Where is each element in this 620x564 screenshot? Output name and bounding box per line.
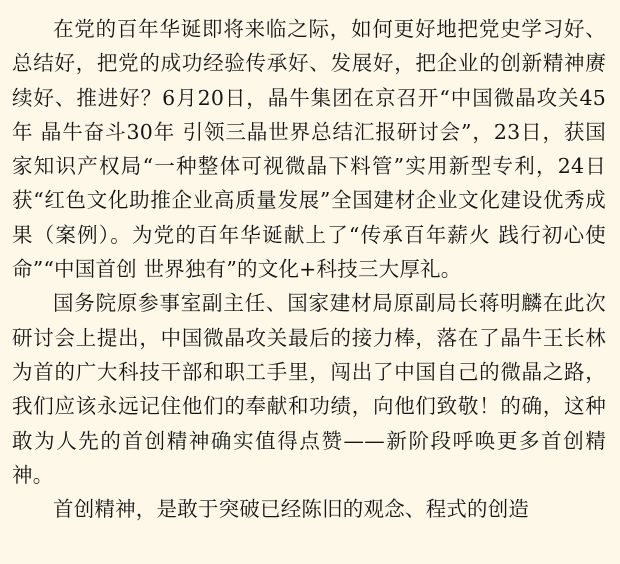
paragraph-3: 首创精神，是敢于突破已经陈旧的观念、程式的创造 xyxy=(53,497,530,522)
paragraph-1: 在党的百年华诞即将来临之际，如何更好地把党史学习好、总结好，把党的成功经验传承好、发展好，把企业的创新精神赓续好、推进好？6月20日，晶牛集团在京召开“中国微晶攻关45年 晶牛奋斗30年 引领三晶世界总结汇报研讨会”，23日，获国家知识产权局“一种整体可视微晶下料管”实用新型专利，24日获“红色文化助推企业高质量发展”全国建材企业文化建设优秀成果（案例）。为党的百年华诞献上了“传承百年薪火 践行初心使命”“中国首创 世界独有”的文化+科技三大厚礼。 xyxy=(12,17,606,282)
paragraph-2: 国务院原参事室副主任、国家建材局原副局长蒋明麟在此次研讨会上提出，中国微晶攻关最后的接力棒，落在了晶牛王长林为首的广大科技干部和职工手里，闯出了中国自己的微晶之路，我们应该永远记住他们的奉献和功绩，向他们致敬！的确，这种敢为人先的首创精神确实值得点赞——新阶段呼唤更多首创精神。 xyxy=(12,291,606,487)
